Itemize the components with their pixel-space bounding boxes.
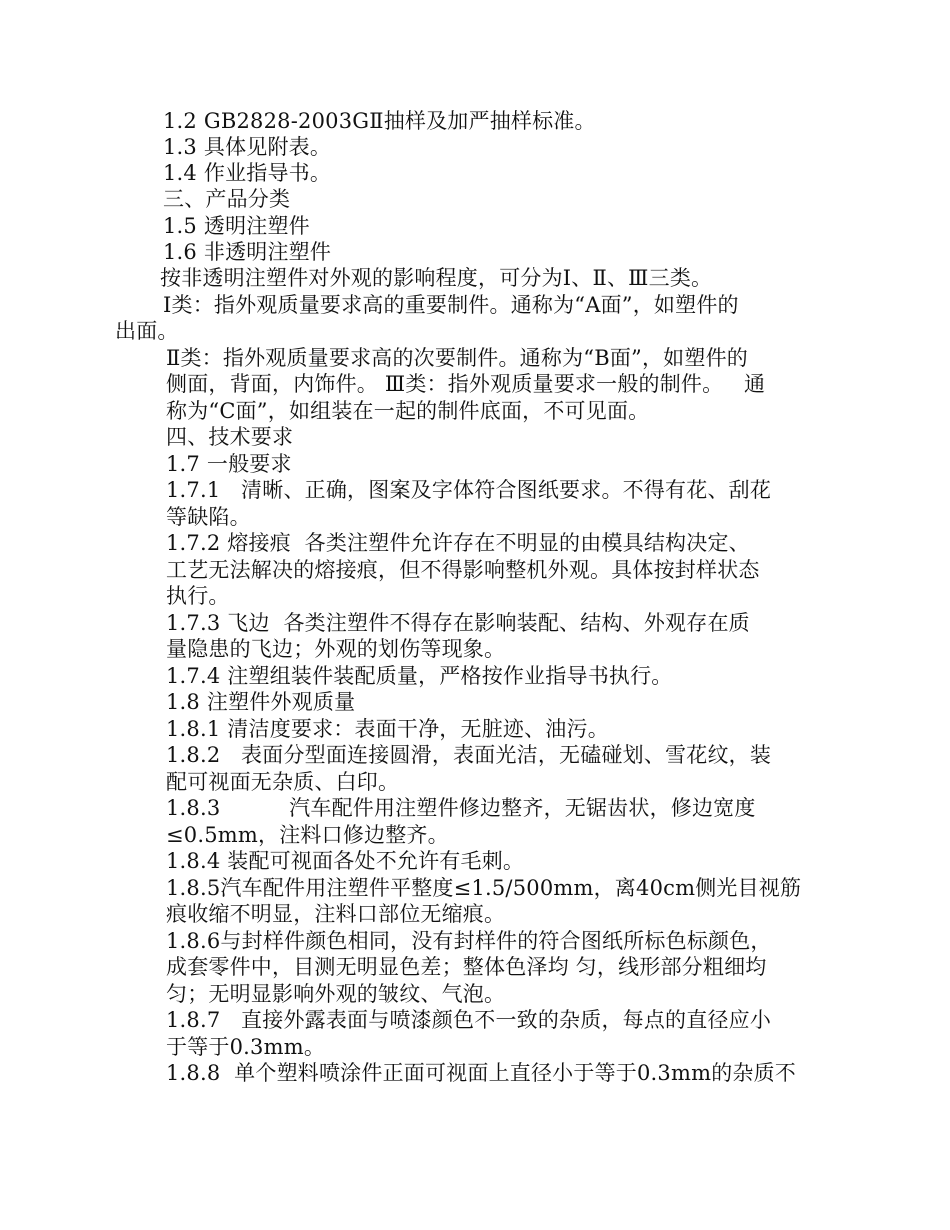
- text-line: 1.7.4 注塑组装件装配质量，严格按作业指导书执行。: [166, 664, 673, 688]
- text-line: 1.7 一般要求: [166, 452, 292, 476]
- text-line: 1.6 非透明注塑件: [163, 240, 332, 264]
- text-line: 1.3 具体见附表。: [163, 135, 332, 159]
- text-line: 1.8.8 单个塑料喷涂件正面可视面上直径小于等于0.3mm的杂质不: [166, 1061, 797, 1085]
- text-line: 1.7.2 熔接痕 各类注塑件允许存在不明显的由模具结构决定、: [166, 531, 750, 555]
- text-line: 1.8.2 表面分型面连接圆滑，表面光洁，无磕碰划、雪花纹，装: [166, 743, 772, 767]
- text-line: 1.8 注塑件外观质量: [166, 690, 356, 714]
- text-line: 1.7.3 飞边 各类注塑件不得存在影响装配、结构、外观存在质: [166, 611, 750, 635]
- text-line: 痕收缩不明显，注料口部位无缩痕。: [166, 902, 506, 926]
- text-line: 1.8.6与封样件颜色相同，没有封样件的符合图纸所标色标颜色，: [166, 929, 772, 953]
- text-line: 1.8.7 直接外露表面与喷漆颜色不一致的杂质，每点的直径应小: [166, 1008, 772, 1032]
- text-line: 称为“C面”，如组装在一起的制件底面，不可见面。: [166, 399, 650, 423]
- text-line: 出面。: [115, 319, 179, 343]
- text-line: 1.8.3 汽车配件用注塑件修边整齐，无锯齿状，修边宽度: [166, 796, 756, 820]
- section-heading: 三、产品分类: [163, 187, 291, 211]
- text-line: 工艺无法解决的熔接痕，但不得影响整机外观。具体按封样状态: [166, 558, 760, 582]
- text-line: Ⅰ类：指外观质量要求高的重要制件。通称为“A面”，如塑件的: [163, 293, 739, 317]
- text-line: 1.8.1 清洁度要求：表面干净，无脏迹、油污。: [166, 717, 609, 741]
- text-line: 1.5 透明注塑件: [163, 214, 310, 238]
- text-line: 成套零件中，目测无明显色差；整体色泽均 匀，线形部分粗细均: [166, 955, 767, 979]
- text-line: 1.8.5汽车配件用注塑件平整度≤1.5/500mm，离40cm侧光目视筋: [166, 876, 802, 900]
- text-line: 量隐患的飞边；外观的划伤等现象。: [166, 637, 506, 661]
- text-line: 1.4 作业指导书。: [163, 161, 332, 185]
- text-line: 于等于0.3mm。: [166, 1035, 326, 1059]
- text-line: 侧面，背面，内饰件。 Ⅲ类：指外观质量要求一般的制件。 通: [166, 372, 766, 396]
- text-line: 1.2 GB2828-2003GⅡ抽样及加严抽样标准。: [163, 109, 596, 133]
- text-line: 执行。: [166, 584, 230, 608]
- section-heading: 四、技术要求: [166, 425, 294, 449]
- text-line: 1.7.1 清晰、正确，图案及字体符合图纸要求。不得有花、刮花: [166, 478, 772, 502]
- text-line: 等缺陷。: [166, 505, 251, 529]
- text-line: 按非透明注塑件对外观的影响程度，可分为Ⅰ、Ⅱ、Ⅲ三类。: [160, 266, 713, 290]
- text-line: 配可视面无杂质、白印。: [166, 770, 400, 794]
- text-line: ≤0.5mm，注料口修边整齐。: [166, 823, 449, 847]
- text-line: 匀；无明显影响外观的皱纹、气泡。: [166, 982, 506, 1006]
- text-line: Ⅱ类：指外观质量要求高的次要制件。通称为“B面”，如塑件的: [166, 346, 748, 370]
- text-line: 1.8.4 装配可视面各处不允许有毛刺。: [166, 849, 525, 873]
